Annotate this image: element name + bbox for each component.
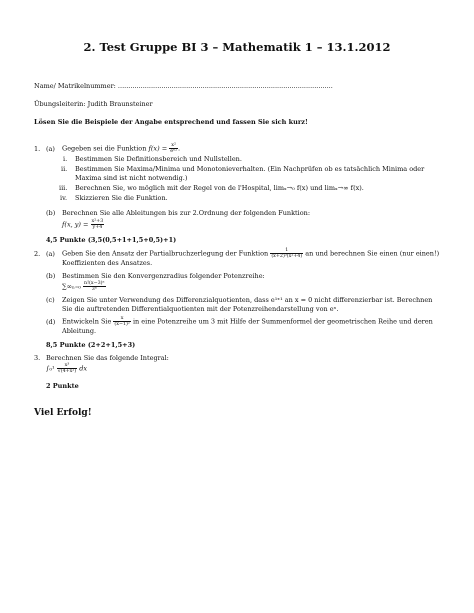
problem-2b-label: (b) — [46, 272, 56, 280]
problem-1b-fraction — [91, 219, 105, 230]
problem-2-points: 8,5 Punkte (2+2+1,5+3) — [46, 341, 136, 349]
problem-2a-label: (a) — [46, 250, 55, 258]
problem-1a-i-text: Bestimmen Sie Definitionsbereich und Nullstellen. — [75, 155, 242, 163]
problem-1a-ii-label: ii. — [61, 165, 68, 173]
problem-3-text: Berechnen Sie das folgende Integral: — [46, 354, 169, 362]
problem-2c-label: (c) — [46, 296, 55, 304]
problem-2a-text-post: an und berechnen Sie einen (nur einen!) — [305, 249, 440, 258]
problem-2c-line2: Sie die auftretenden Differentialquotienten mit der Potenzreihendarstellung von eˣ. — [62, 305, 339, 313]
problem-1a-label: (a) — [46, 145, 55, 153]
problem-1a-i-label: i. — [63, 155, 68, 163]
problem-2d-label: (d) — [46, 318, 56, 326]
problem-1a-fraction — [169, 143, 178, 154]
problem-2d-line1 — [62, 316, 433, 327]
problem-2b-frac-num: n!(x−3)ⁿ — [83, 281, 105, 286]
tutor-line: Übungsleiterin: Judith Braunsteiner — [34, 100, 153, 108]
problem-3-frac-num: x³ — [57, 363, 78, 369]
problem-1a-ii-line2: Maxima sind ist nicht notwendig.) — [75, 174, 188, 182]
problem-3-number: 3. — [34, 354, 41, 362]
problem-2d-text-pre: Entwickeln Sie — [62, 317, 112, 326]
problem-1a-ii-line1: Bestimmen Sie Maxima/Minima und Monotonieverhalten. (Ein Nachprüfen ob es tatsächlich Minima oder — [75, 165, 425, 173]
problem-3-frac-den: √(4+x²) — [57, 369, 77, 375]
instruction-line: Lösen Sie die Beispiele der Angabe entsprechend und fassen Sie sich kurz! — [34, 118, 308, 126]
problem-1b-text: Berechnen Sie alle Ableitungen bis zur 2.Ordnung der folgenden Funktion: — [62, 209, 311, 217]
problem-1b-label: (b) — [46, 209, 56, 217]
problem-1b-func-lhs: f(x, y) = — [62, 220, 89, 229]
problem-1a-iv-text: Skizzieren Sie die Funktion. — [75, 194, 168, 202]
problem-1-points: 4,5 Punkte (3,5(0,5+1+1,5+0,5)+1) — [46, 236, 177, 244]
problem-1a-text: Gegeben sei die Funktion f(x) = $\frac{\text{x²}}{\text{eˣ²}}$ . — [62, 143, 181, 155]
problem-2d-frac-num: x — [113, 316, 130, 322]
problem-3-points: 2 Punkte — [46, 382, 79, 390]
problem-3-dx: dx — [79, 364, 88, 373]
problem-2-number: 2. — [34, 250, 41, 258]
problem-3-fraction — [57, 363, 78, 374]
problem-2d-frac-den: (x−1)² — [114, 322, 130, 328]
problem-1a-iii-text: Berechnen Sie, wo möglich mit der Regel von de l'Hospital, limₓ→₀ f(x) und limₓ→∞ f(x). — [75, 184, 364, 192]
problem-2d-fraction — [113, 316, 130, 327]
problem-2a-frac-num: 1 — [270, 248, 303, 254]
problem-2d-line2: Ableitung. — [62, 327, 97, 335]
problem-1b-frac-den: y+4 — [92, 225, 103, 231]
problem-1-number: 1. — [34, 145, 41, 153]
problem-1a-iii-label: iii. — [59, 184, 68, 192]
problem-2d-text-post: in eine Potenzreihe um 3 mit Hilfe der Summenformel der geometrischen Reihe und deren — [132, 317, 433, 326]
problem-2b-sum: ∑∞ₙ₌₀ — [62, 282, 81, 291]
problem-1a-iv-label: iv. — [60, 194, 68, 202]
problem-2b-fraction — [83, 281, 106, 292]
page-title: 2. Test Gruppe BI 3 – Mathematik 1 – 13.1.2012 — [83, 40, 391, 54]
problem-2a-line1 — [62, 248, 439, 259]
problem-2b-frac-den: 3ⁿ — [91, 287, 97, 293]
problem-1b-frac-num: x²+3 — [91, 219, 104, 224]
problem-2b-text: Bestimmen Sie den Konvergenzradius folgender Potenzreihe: — [62, 272, 265, 280]
problem-1a-frac-num: x² — [169, 143, 178, 149]
problem-2a-line2: Koeffizienten des Ansatzes. — [62, 259, 153, 267]
problem-3-integral-sign: ∫₀¹ — [46, 364, 55, 373]
closing-text: Viel Erfolg! — [34, 408, 92, 418]
problem-1a-frac-den: eˣ² — [170, 149, 178, 155]
problem-2a-fraction — [270, 248, 303, 259]
problem-1b-function — [62, 219, 104, 230]
problem-2a-frac-den: (x+2)³(x²+4) — [271, 254, 303, 260]
problem-2b-series — [62, 281, 106, 292]
problem-1a-func-lhs: f(x) = — [148, 144, 168, 153]
name-matrikel-line: Name/ Matrikelnummer: ........................................................................................................ — [34, 82, 333, 90]
problem-3-integral — [46, 363, 87, 374]
problem-2c-line1: Zeigen Sie unter Verwendung des Differenzialquotienten, dass e¹ˣ¹ an x = 0 nicht differenzierbar ist. Berechnen — [62, 296, 433, 304]
problem-2a-text-pre: Geben Sie den Ansatz der Partialbruchzerlegung der Funktion — [62, 249, 269, 258]
problem-1a-intro: Gegeben sei die Funktion — [62, 144, 147, 153]
